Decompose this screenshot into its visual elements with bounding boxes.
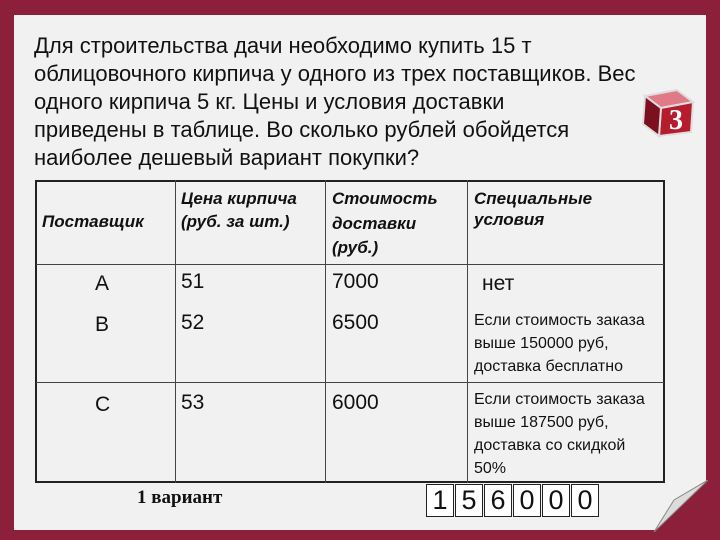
problem-line: Для строительства дачи необходимо купить 15 т <box>34 33 532 58</box>
header-price-1: Цена кирпича <box>181 189 297 208</box>
row-c-conditions <box>474 388 645 480</box>
row-b-supplier: B <box>95 313 110 336</box>
header-delivery-1: Стоимость <box>332 189 438 208</box>
table-divider <box>36 382 664 383</box>
table-divider <box>175 180 176 483</box>
row-c-price: 53 <box>181 391 205 414</box>
task-number-cube-icon <box>637 82 701 138</box>
problem-text <box>34 32 694 172</box>
task-number: 3 <box>669 105 683 136</box>
table-divider <box>325 180 326 483</box>
condition-line: доставка со скидкой <box>474 437 626 454</box>
row-b-price: 52 <box>181 311 205 334</box>
table-divider <box>467 180 468 483</box>
header-price-2: (руб. за шт.) <box>181 212 290 231</box>
condition-line: выше 187500 руб, <box>474 414 609 431</box>
row-a-supplier: A <box>95 272 110 295</box>
answer-digit: 0 <box>513 484 541 517</box>
condition-line: выше 150000 руб, <box>474 335 609 352</box>
answer-digit: 5 <box>455 484 483 517</box>
condition-line: доставка бесплатно <box>474 358 623 375</box>
condition-line: Если стоимость заказа <box>474 312 645 329</box>
header-delivery-2: доставки <box>332 214 417 233</box>
row-b-delivery: 6500 <box>332 311 379 334</box>
header-special-2: условия <box>474 210 545 229</box>
row-c-delivery: 6000 <box>332 391 379 414</box>
answer-digits <box>426 484 600 517</box>
condition-line: Если стоимость заказа <box>474 391 645 408</box>
row-a-price: 51 <box>181 270 205 293</box>
condition-line: 50% <box>474 460 507 477</box>
page-curl <box>654 480 708 532</box>
header-special-1: Специальные <box>474 189 593 208</box>
header-supplier: Поставщик <box>42 212 144 231</box>
answer-digit: 6 <box>484 484 512 517</box>
problem-line: одного кирпича 5 кг. Цены и условия доставки <box>34 89 505 114</box>
row-c-supplier: C <box>95 393 111 416</box>
problem-line: приведены в таблице. Во сколько рублей обойдется <box>34 117 570 142</box>
problem-line: облицовочного кирпича у одного из трех поставщиков. Вес <box>34 61 636 86</box>
row-a-conditions: нет <box>482 272 515 295</box>
row-a-delivery: 7000 <box>332 270 379 293</box>
answer-digit: 0 <box>542 484 570 517</box>
answer-digit: 0 <box>571 484 599 517</box>
table-divider <box>36 264 664 265</box>
header-delivery-3: (руб.) <box>332 238 379 257</box>
problem-line: наиболее дешевый вариант покупки? <box>34 145 420 170</box>
row-b-conditions <box>474 309 645 378</box>
answer-digit: 1 <box>426 484 454 517</box>
variant-label: 1 вариант <box>137 487 223 508</box>
